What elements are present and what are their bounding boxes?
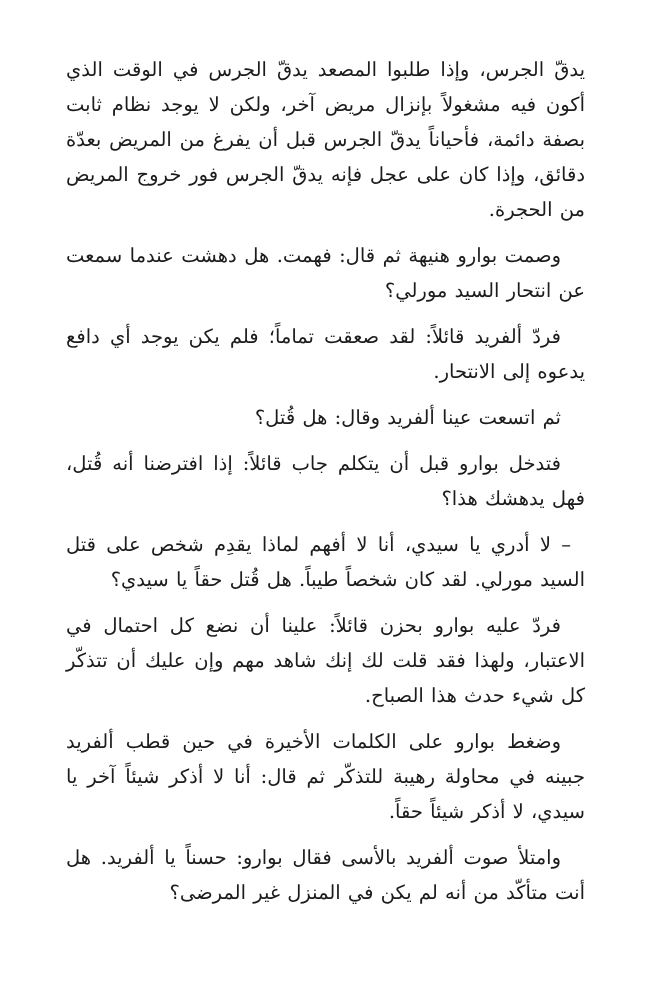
paragraph-poirot-asks-suicide: وصمت بوارو هنيهة ثم قال: فهمت. هل دهشت عندما سمعت عن انتحار السيد مورلي؟	[66, 244, 585, 302]
paragraph-poirot-asks-house: وامتلأ صوت ألفريد بالأسى فقال بوارو: حسناً يا ألفريد. هل أنت متأكّد من أنه لم يكن في المنزل غير المرضى؟	[66, 846, 585, 904]
paragraph-alfred-reply: – لا أدري يا سيدي، أنا لا أفهم لماذا يقدِم شخص على قتل السيد مورلي. لقد كان شخصاً طيباً. هل قُتل حقاً يا سيدي؟	[66, 533, 585, 591]
paragraph-alfred-remembers: وضغط بوارو على الكلمات الأخيرة في حين قطب ألفريد جبينه في محاولة رهيبة للتذكّر ثم قال: أنا لا أذكر شيئاً آخر يا سيدي، لا أذكر شيئاً حقاً.	[66, 730, 585, 823]
paragraph-alfred-shocked: فردّ ألفريد قائلاً: لقد صعقت تماماً؛ فلم يكن يوجد أي دافع يدعوه إلى الانتحار.	[66, 325, 585, 383]
paragraph-alfred-asks-murder: ثم اتسعت عينا ألفريد وقال: هل قُتل؟	[254, 406, 561, 429]
paragraph-elevator-bell: يدقّ الجرس، وإذا طلبوا المصعد يدقّ الجرس في الوقت الذي أكون فيه مشغولاً بإنزال مريض آخر، ولكن لا يوجد نظام ثابت بصفة دائمة، فأحياناً يدقّ الجرس قبل أن يفرغ من المريض بعدّة دقائق، وإذا كان على عجل فإنه يدقّ الجرس فور خروج المريض من الحجرة.	[66, 58, 585, 221]
paragraph-poirot-sadly: فردّ عليه بوارو بحزن قائلاً: علينا أن نضع كل احتمال في الاعتبار، ولهذا فقد قلت لك إنك شاهد مهم وإن عليك أن تتذكّر كل شيء حدث هذا الصباح.	[66, 614, 585, 707]
paragraph-poirot-intervenes: فتدخل بوارو قبل أن يتكلم جاب قائلاً: إذا افترضنا أنه قُتل، فهل يدهشك هذا؟	[66, 452, 585, 510]
